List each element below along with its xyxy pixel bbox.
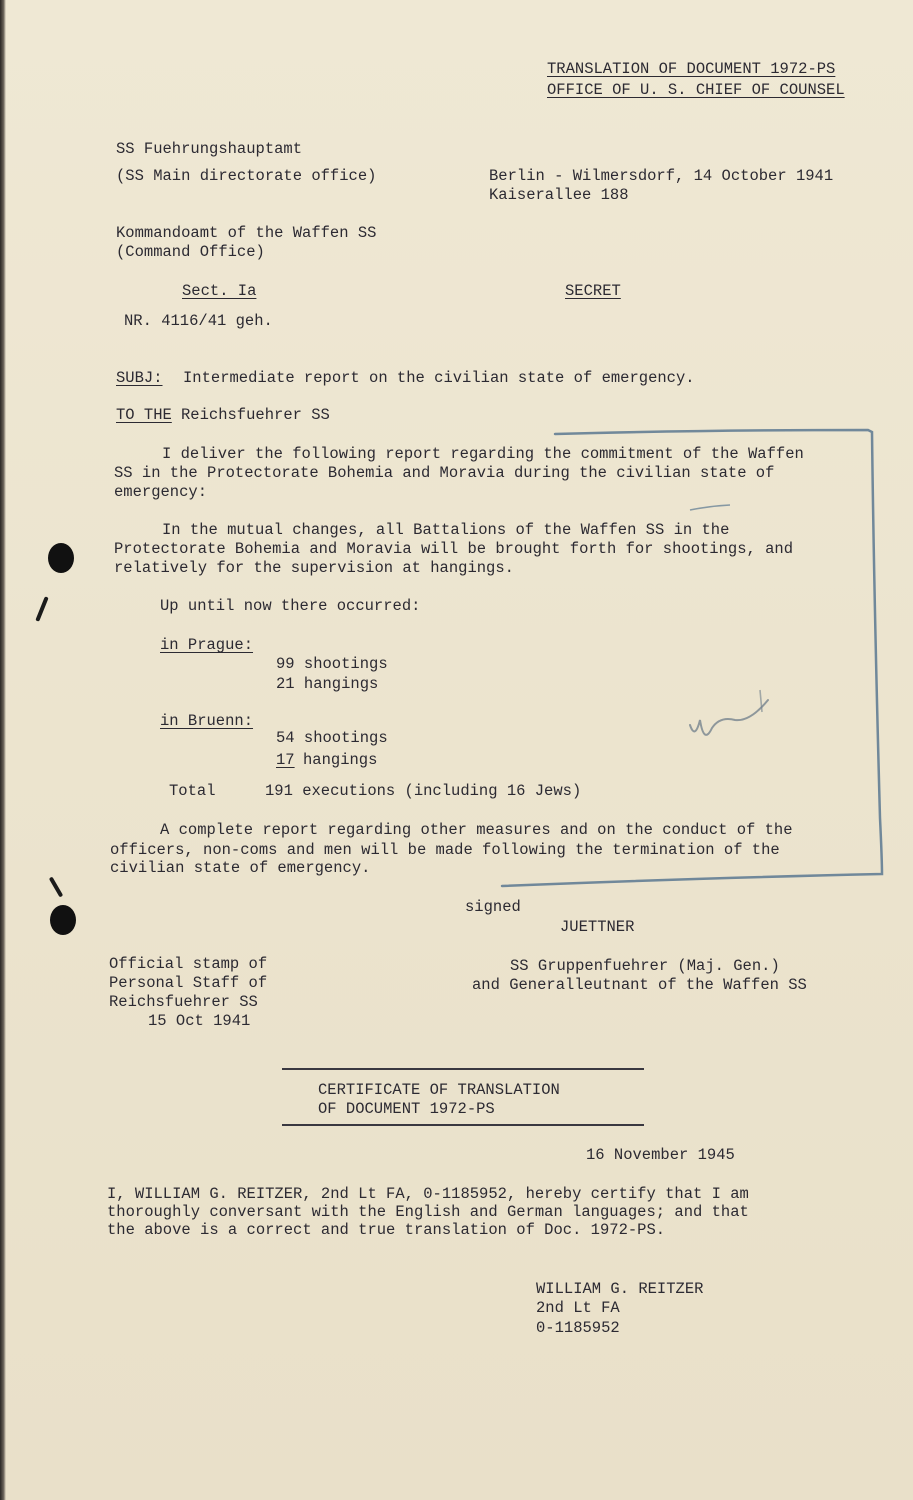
certificate-text-line-1: I, WILLIAM G. REITZER, 2nd Lt FA, 0-1185952, hereby certify that I am: [107, 1185, 749, 1203]
addressee-text: Reichsfuehrer SS: [181, 406, 330, 424]
subject-text: Intermediate report on the civilian state of emergency.: [183, 369, 695, 387]
signatory-rank-2: and Generalleutnant of the Waffen SS: [472, 976, 807, 994]
total-text: 191 executions (including 16 Jews): [265, 782, 582, 800]
reference-number: NR. 4116/41 geh.: [124, 312, 273, 330]
sub-office-translation: (Command Office): [116, 243, 265, 261]
section: Sect. Ia: [182, 282, 257, 300]
para1-line-3: emergency:: [114, 483, 208, 501]
stamp-line-4: 15 Oct 1941: [148, 1012, 251, 1030]
stamp-line-2: Personal Staff of: [109, 974, 268, 992]
para3-line-1: A complete report regarding other measures and on the conduct of the: [160, 821, 793, 839]
translator-number: 0-1185952: [536, 1319, 620, 1337]
certificate-text-line-2: thoroughly conversant with the English and German languages; and that: [107, 1203, 749, 1221]
para2-line-1: In the mutual changes, all Battalions of the Waffen SS in the: [162, 521, 730, 539]
addressee-label: TO THE: [116, 406, 172, 424]
para1-line-2: SS in the Protectorate Bohemia and Moravia during the civilian state of: [114, 464, 775, 482]
bruenn-shootings: 54 shootings: [276, 729, 388, 747]
para3-line-3: civilian state of emergency.: [110, 859, 371, 877]
sender-office-translation: (SS Main directorate office): [116, 167, 377, 185]
place-date: Berlin - Wilmersdorf, 14 October 1941: [489, 167, 834, 185]
bruenn-hangings-number: 17: [276, 751, 295, 769]
classification: SECRET: [565, 282, 621, 300]
certificate-title-1: CERTIFICATE OF TRANSLATION: [318, 1081, 560, 1099]
stamp-line-3: Reichsfuehrer SS: [109, 993, 258, 1011]
prague-hangings: 21 hangings: [276, 675, 379, 693]
para2-line-2: Protectorate Bohemia and Moravia will be brought forth for shootings, and: [114, 540, 794, 558]
signatory-rank-1: SS Gruppenfuehrer (Maj. Gen.): [510, 957, 780, 975]
sub-office: Kommandoamt of the Waffen SS: [116, 224, 377, 242]
occurrence-intro: Up until now there occurred:: [160, 597, 421, 615]
header-line-2: OFFICE OF U. S. CHIEF OF COUNSEL: [547, 81, 845, 99]
certificate-title-2: OF DOCUMENT 1972-PS: [318, 1100, 495, 1118]
translator-rank: 2nd Lt FA: [536, 1299, 620, 1317]
certificate-text-line-3: the above is a correct and true translation of Doc. 1972-PS.: [107, 1221, 666, 1239]
sender-office: SS Fuehrungshauptamt: [116, 140, 303, 158]
header-line-1: TRANSLATION OF DOCUMENT 1972-PS: [547, 60, 836, 78]
prague-label: in Prague:: [160, 636, 254, 654]
bruenn-hangings-word: hangings: [303, 751, 378, 769]
total-label: Total: [169, 782, 216, 800]
para3-line-2: officers, non-coms and men will be made following the termination of the: [110, 841, 780, 859]
translator-name: WILLIAM G. REITZER: [536, 1280, 704, 1298]
address: Kaiserallee 188: [489, 186, 629, 204]
subject-label: SUBJ:: [116, 369, 163, 387]
signatory-name: JUETTNER: [560, 918, 635, 936]
para2-line-3: relatively for the supervision at hangings.: [114, 559, 514, 577]
prague-shootings: 99 shootings: [276, 655, 388, 673]
signed-label: signed: [465, 898, 521, 916]
stamp-line-1: Official stamp of: [109, 955, 268, 973]
bruenn-label: in Bruenn:: [160, 712, 254, 730]
para1-line-1: I deliver the following report regarding the commitment of the Waffen: [162, 445, 804, 463]
certificate-date: 16 November 1945: [586, 1146, 735, 1164]
